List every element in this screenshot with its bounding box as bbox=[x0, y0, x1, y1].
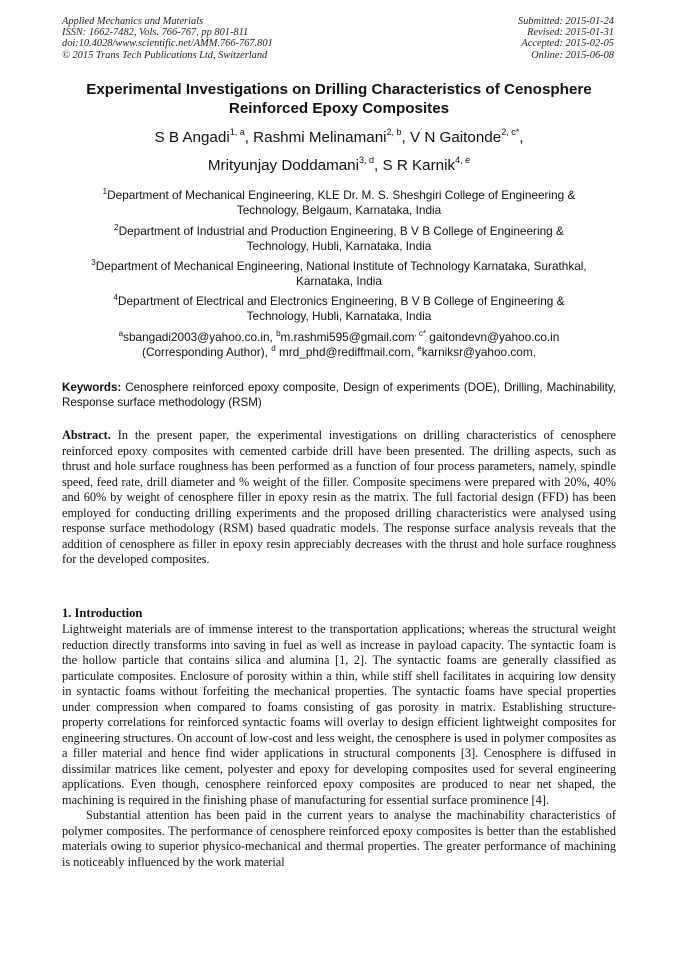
author-sup: 3, d bbox=[359, 155, 375, 165]
email-list: $^a$sbangadi2003@yahoo.co.in, $^b$m.rashmi595@gmail.com$^{, c*}$ gaitondevn@yahoo.co.in (Corresponding Author), $^d$ mrd_phd@rediffmail.com, $^e$karniksr@yahoo.com, bbox=[118, 329, 560, 360]
date-accepted: Accepted: 2015-02-05 bbox=[521, 38, 614, 50]
email-link[interactable]: m.rashmi595@gmail.com bbox=[280, 330, 415, 344]
keywords-text: Cenosphere reinforced epoxy composite, Design of experiments (DOE), Drilling, Machinability, Response surface methodology (RSM) bbox=[62, 381, 616, 410]
title-line-1: Experimental Investigations on Drilling Characteristics of Cenosphere bbox=[86, 81, 592, 98]
author-line-1: S B Angadi$^{1, a}$, Rashmi Melinamani$^{2, b}$, V N Gaitonde$^{2, c*}$, bbox=[154, 127, 524, 146]
email-link[interactable]: gaitondevn@yahoo.co.in bbox=[426, 330, 560, 344]
journal-name: Applied Mechanics and Materials bbox=[62, 16, 204, 27]
affiliation-3: $^3$Department of Mechanical Engineering, National Institute of Technology Karnataka, Surathkal, Karnataka, India bbox=[91, 258, 587, 289]
paper-title bbox=[62, 80, 616, 118]
journal-copyright: © 2015 Trans Tech Publications Ltd, Switzerland bbox=[62, 49, 268, 61]
author-name: S B Angadi bbox=[154, 129, 230, 146]
affiliation-1: $^1$Department of Mechanical Engineering, KLE Dr. M. S. Sheshgiri College of Engineering & Technology, Belgaum, Karnataka, India bbox=[102, 187, 576, 218]
paragraph: Lightweight materials are of immense interest to the transportation applications; whereas the structural weight reduction directly transforms into saving in fuel as well as increase in payload capacity. The syntactic foam is the hollow particle that contains silica and alumina [1, 2]. The syntactic foams are generally classified as particulate composites. Enclosure of porosity within a thin, while stiff shell facilitates in acquiring low density in syntactic foams without forfeiting the mechanical properties. The syntactic foams have special properties under compression when compared to foams consisting of gas porosity in matrix. Establishing structure-property correlations for reinforced syntactic foams will overlay to design efficient lightweight composites for engineering structures. On account of low-cost and less weight, the cenosphere is used in polymer composites as a filler material and hence find wider applications in structural components [3]. Cenosphere is diffused in dissimilar matrices like cement, polyester and epoxy for developing composites used for several engineering applications. Even though, cenosphere reinforced epoxy composites are produced to near net shaped, the machining is required in the finishing phase of manufacturing for essential surface prominence [4]. bbox=[62, 622, 616, 807]
author-sup: 4, e bbox=[455, 155, 471, 165]
author-name: V N Gaitonde bbox=[410, 129, 502, 146]
email-link[interactable]: sbangadi2003@yahoo.co.in, bbox=[123, 330, 277, 344]
affiliation-2: $^2$Department of Industrial and Production Engineering, B V B College of Engineering & Technology, Hubli, Karnataka, India bbox=[114, 223, 564, 254]
abstract bbox=[62, 428, 616, 568]
email-link[interactable]: karniksr@yahoo.com, bbox=[421, 345, 536, 360]
abstract-text: In the present paper, the experimental investigations on drilling characteristics of cenosphere reinforced epoxy composites with cemented carbide drill have been presented. The drilling aspects, such as thrust and hole surface roughness has been performed as a function of four process parameters, namely, spindle speed, feed rate, drill diameter and % weight of the filler. Composite specimens were prepared with 20%, 40% and 60% by weight of cenosphere filler in epoxy resin as the matrix. The full factorial design (FFD) has been employed for conducting drilling experiments and the proposed drilling characteristics were analysed using response surface methodology (RSM) based quadratic models. The response surface analysis reveals that the addition of cenosphere as filler in epoxy resin appreciably decreases with the thrust and hole surface roughness for the developed composites. bbox=[62, 428, 616, 566]
author-sup: 1, a bbox=[229, 127, 245, 137]
author-name: Mrityunjay Doddamani bbox=[207, 157, 360, 174]
affiliation-4: $^4$Department of Electrical and Electronics Engineering, B V B College of Engineering & Technology, Hubli, Karnataka, India bbox=[113, 293, 565, 324]
keywords bbox=[62, 380, 616, 411]
journal-info bbox=[62, 16, 273, 61]
section-heading: 1. Introduction bbox=[62, 606, 143, 620]
title-line-2: Reinforced Epoxy Composites bbox=[228, 100, 450, 117]
author-name: S R Karnik bbox=[382, 157, 456, 174]
date-online: Online: 2015-06-08 bbox=[531, 49, 614, 61]
introduction-body bbox=[62, 622, 616, 870]
publication-dates bbox=[518, 16, 614, 61]
date-submitted: Submitted: 2015-01-24 bbox=[517, 16, 614, 27]
email-link[interactable]: mrd_phd@rediffmail.com, bbox=[275, 345, 418, 360]
author-sup: 2, c* bbox=[501, 127, 520, 137]
author-name: Rashmi Melinamani bbox=[253, 129, 387, 146]
author-line-2: Mrityunjay Doddamani$^{3, d}$, S R Karnik$^{4, e}$ bbox=[207, 155, 471, 174]
abstract-label: Abstract. bbox=[62, 428, 111, 442]
date-revised: Revised: 2015-01-31 bbox=[527, 27, 614, 39]
journal-issn: ISSN: 1662-7482, Vols. 766-767, pp 801-811 bbox=[62, 27, 249, 39]
author-sup: 2, b bbox=[386, 127, 402, 137]
keywords-label: Keywords: bbox=[62, 381, 122, 394]
paragraph: Substantial attention has been paid in the current years to analyse the machinability characteristics of polymer composites. The performance of cenosphere reinforced epoxy composites is better than the established materials owing to superior physico-mechanical and thermal properties. The greater performance of machining is noticeably influenced by the work material bbox=[62, 808, 616, 869]
journal-doi: doi:10.4028/www.scientific.net/AMM.766-767.801 bbox=[62, 38, 273, 50]
